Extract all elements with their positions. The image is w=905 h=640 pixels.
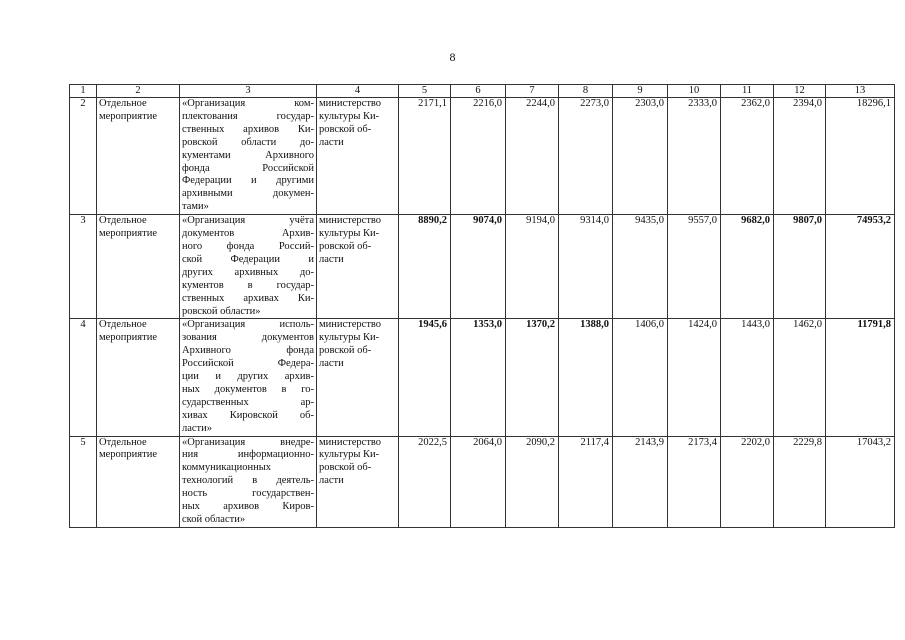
value-cell: 2143,9 (613, 436, 668, 527)
cell-line: ласти (319, 253, 344, 265)
row-number: 3 (70, 215, 97, 319)
header-cell: 11 (721, 85, 774, 98)
total-cell: 18296,1 (826, 98, 895, 215)
value-cell: 2173,4 (668, 436, 721, 527)
cell-line: ных документов в го- (182, 383, 314, 395)
cell-line: ственных архивов Ки- (182, 123, 314, 135)
cell-line: хивах Кировской об- (182, 409, 314, 421)
cell-line: ровской об- (319, 462, 372, 474)
cell-line: Отдельное (99, 215, 147, 227)
activity-name (180, 215, 317, 319)
value-cell: 1370,2 (506, 319, 559, 436)
value-cell: 9682,0 (721, 215, 774, 319)
cell-line: ровской области» (182, 305, 261, 317)
header-cell: 5 (399, 85, 451, 98)
header-cell: 3 (180, 85, 317, 98)
cell-line: мероприятие (99, 449, 157, 461)
cell-line: кументов в государ- (182, 279, 314, 291)
cell-line: ния информационно- (182, 449, 314, 461)
cell-line: министерство (319, 98, 382, 109)
activity-type (97, 98, 180, 215)
cell-line: мероприятие (99, 332, 157, 344)
cell-line: технологий в деятель- (182, 475, 314, 487)
value-cell: 9314,0 (559, 215, 613, 319)
value-cell: 2229,8 (774, 436, 826, 527)
cell-line: ственных архивах Ки- (182, 292, 314, 304)
executor (317, 436, 399, 527)
cell-line: тами» (182, 201, 209, 213)
cell-line: Отдельное (99, 98, 147, 109)
value-cell: 2333,0 (668, 98, 721, 215)
cell-line: ласти (319, 358, 344, 370)
value-cell: 9807,0 (774, 215, 826, 319)
header-cell: 12 (774, 85, 826, 98)
cell-line: ласти» (182, 422, 213, 434)
cell-line: культуры Ки- (319, 228, 380, 240)
cell-line: Отдельное (99, 319, 147, 331)
cell-line: культуры Ки- (319, 332, 380, 344)
header-cell: 7 (506, 85, 559, 98)
cell-line: плектования государ- (182, 110, 314, 122)
value-cell: 2202,0 (721, 436, 774, 527)
cell-line: сударственных ар- (182, 396, 314, 408)
executor (317, 98, 399, 215)
cell-line: ных архивов Киров- (182, 501, 314, 513)
table-row (70, 436, 895, 527)
cell-line: Федерации и другими (182, 175, 314, 187)
cell-line: «Организация исполь- (182, 319, 314, 331)
table-row (70, 319, 895, 436)
activity-type (97, 436, 180, 527)
value-cell: 1406,0 (613, 319, 668, 436)
cell-line: ласти (319, 475, 344, 487)
table-row (70, 98, 895, 215)
cell-line: фонда Российской (182, 162, 314, 174)
value-cell: 1462,0 (774, 319, 826, 436)
header-cell: 10 (668, 85, 721, 98)
row-number: 4 (70, 319, 97, 436)
cell-line: ровской об- (319, 123, 372, 135)
header-cell: 1 (70, 85, 97, 98)
activity-type (97, 319, 180, 436)
value-cell: 1353,0 (451, 319, 506, 436)
header-cell: 9 (613, 85, 668, 98)
cell-line: кументами Архивного (182, 149, 314, 161)
cell-line: министерство (319, 436, 382, 448)
executor (317, 319, 399, 436)
total-cell: 74953,2 (826, 215, 895, 319)
activity-type (97, 215, 180, 319)
cell-line: зования документов (182, 332, 314, 344)
cell-line: ровской об- (319, 240, 372, 252)
cell-line: «Организация ком- (182, 98, 314, 109)
cell-line: мероприятие (99, 228, 157, 240)
header-cell: 13 (826, 85, 895, 98)
value-cell: 2171,1 (399, 98, 451, 215)
value-cell: 9557,0 (668, 215, 721, 319)
executor (317, 215, 399, 319)
cell-line: «Организация внедре- (182, 436, 314, 448)
value-cell: 2022,5 (399, 436, 451, 527)
value-cell: 2216,0 (451, 98, 506, 215)
cell-line: ного фонда Россий- (182, 240, 314, 252)
value-cell: 2064,0 (451, 436, 506, 527)
cell-line: ской области» (182, 514, 246, 525)
cell-line: других архивных до- (182, 266, 314, 278)
value-cell: 2090,2 (506, 436, 559, 527)
cell-line: ции и других архив- (182, 371, 314, 383)
value-cell: 8890,2 (399, 215, 451, 319)
cell-line: коммуникационных (182, 462, 272, 474)
row-number: 5 (70, 436, 97, 527)
value-cell: 9074,0 (451, 215, 506, 319)
value-cell: 9194,0 (506, 215, 559, 319)
total-cell: 11791,8 (826, 319, 895, 436)
cell-line: министерство (319, 319, 382, 331)
cell-line: ской Федерации и (182, 253, 314, 265)
table-row (70, 215, 895, 319)
cell-line: министерство (319, 215, 382, 227)
value-cell: 9435,0 (613, 215, 668, 319)
page-number: 8 (449, 50, 456, 64)
value-cell: 1945,6 (399, 319, 451, 436)
cell-line: ность государствен- (182, 488, 314, 500)
value-cell: 2117,4 (559, 436, 613, 527)
activity-name (180, 436, 317, 527)
row-number: 2 (70, 98, 97, 215)
activity-name (180, 98, 317, 215)
value-cell: 1388,0 (559, 319, 613, 436)
value-cell: 2303,0 (613, 98, 668, 215)
activity-name (180, 319, 317, 436)
header-cell: 8 (559, 85, 613, 98)
cell-line: культуры Ки- (319, 449, 380, 461)
budget-table (69, 84, 895, 528)
header-cell: 4 (317, 85, 399, 98)
cell-line: мероприятие (99, 110, 157, 122)
value-cell: 2362,0 (721, 98, 774, 215)
value-cell: 1424,0 (668, 319, 721, 436)
header-row (70, 85, 895, 98)
cell-line: культуры Ки- (319, 110, 380, 122)
cell-line: Архивного фонда (182, 345, 314, 357)
value-cell: 2273,0 (559, 98, 613, 215)
cell-line: ровской об- (319, 345, 372, 357)
cell-line: ровской области до- (182, 136, 314, 148)
cell-line: «Организация учёта (182, 215, 314, 227)
cell-line: Российской Федера- (182, 358, 314, 370)
cell-line: документов Архив- (182, 228, 314, 240)
total-cell: 17043,2 (826, 436, 895, 527)
value-cell: 2394,0 (774, 98, 826, 215)
header-cell: 6 (451, 85, 506, 98)
value-cell: 2244,0 (506, 98, 559, 215)
cell-line: ласти (319, 136, 344, 148)
header-cell: 2 (97, 85, 180, 98)
value-cell: 1443,0 (721, 319, 774, 436)
cell-line: архивными докумен- (182, 188, 314, 200)
cell-line: Отдельное (99, 436, 147, 448)
